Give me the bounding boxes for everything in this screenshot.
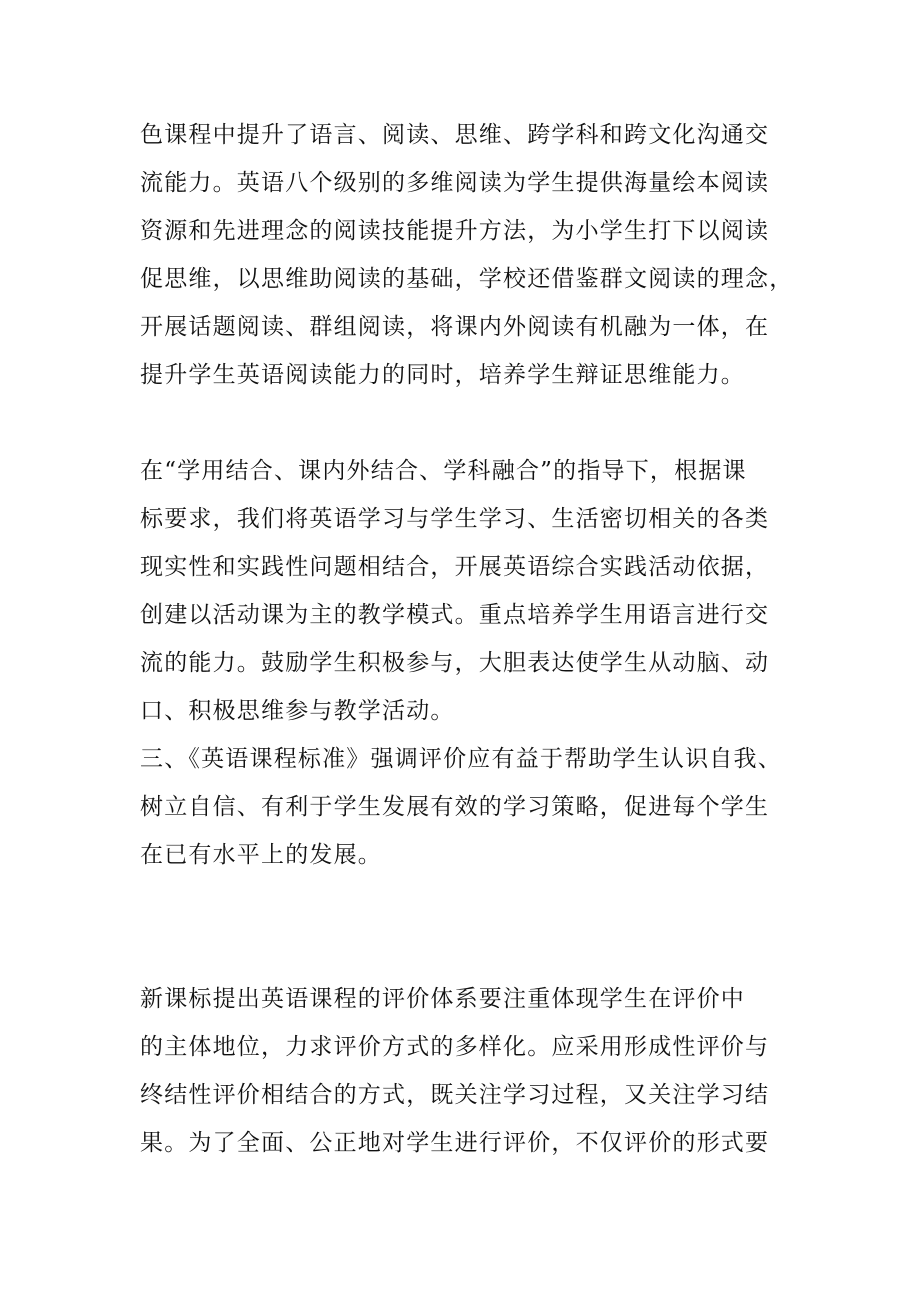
text-line: 现实性和实践性问题相结合，开展英语综合实践活动依据， [140, 554, 770, 580]
text-line: 新课标提出英语课程的评价体系要注重体现学生在评价中 [140, 986, 745, 1012]
text-line: 流能力。英语八个级别的多维阅读为学生提供海量绘本阅读 [140, 170, 770, 196]
text-line: 口、积极思维参与教学活动。 [140, 698, 455, 724]
text-line: 流的能力。鼓励学生积极参与，大胆表达使学生从动脑、动 [140, 650, 770, 676]
text-line: 创建以活动课为主的教学模式。重点培养学生用语言进行交 [140, 602, 770, 628]
text-line: 终结性评价相结合的方式，既关注学习过程，又关注学习结 [140, 1082, 770, 1108]
text-line: 开展话题阅读、群组阅读，将课内外阅读有机融为一体，在 [140, 314, 770, 340]
text-line: 促思维，以思维助阅读的基础，学校还借鉴群文阅读的理念， [140, 266, 794, 292]
text-line: 提升学生英语阅读能力的同时，培养学生辩证思维能力。 [140, 362, 745, 388]
text-line: 果。为了全面、公正地对学生进行评价，不仅评价的形式要 [140, 1130, 770, 1156]
text-line: 标要求，我们将英语学习与学生学习、生活密切相关的各类 [140, 506, 770, 532]
text-line: 在已有水平上的发展。 [140, 842, 382, 868]
text-line: 三、《英语课程标准》强调评价应有益于帮助学生认识自我、 [140, 746, 782, 772]
text-line: 树立自信、有利于学生发展有效的学习策略，促进每个学生 [140, 794, 770, 820]
paragraph-section-three [140, 735, 790, 879]
text-line: 的主体地位，力求评价方式的多样化。应采用形成性评价与 [140, 1034, 770, 1060]
text-line: 在“学用结合、课内外结合、学科融合”的指导下，根据课 [140, 458, 747, 484]
text-line: 色课程中提升了语言、阅读、思维、跨学科和跨文化沟通交 [140, 122, 770, 148]
text-line: 资源和先进理念的阅读技能提升方法，为小学生打下以阅读 [140, 218, 770, 244]
paragraph-evaluation-system [140, 975, 790, 1167]
paragraph-reading-ability [140, 111, 794, 399]
paragraph-practice-activities [140, 447, 790, 735]
